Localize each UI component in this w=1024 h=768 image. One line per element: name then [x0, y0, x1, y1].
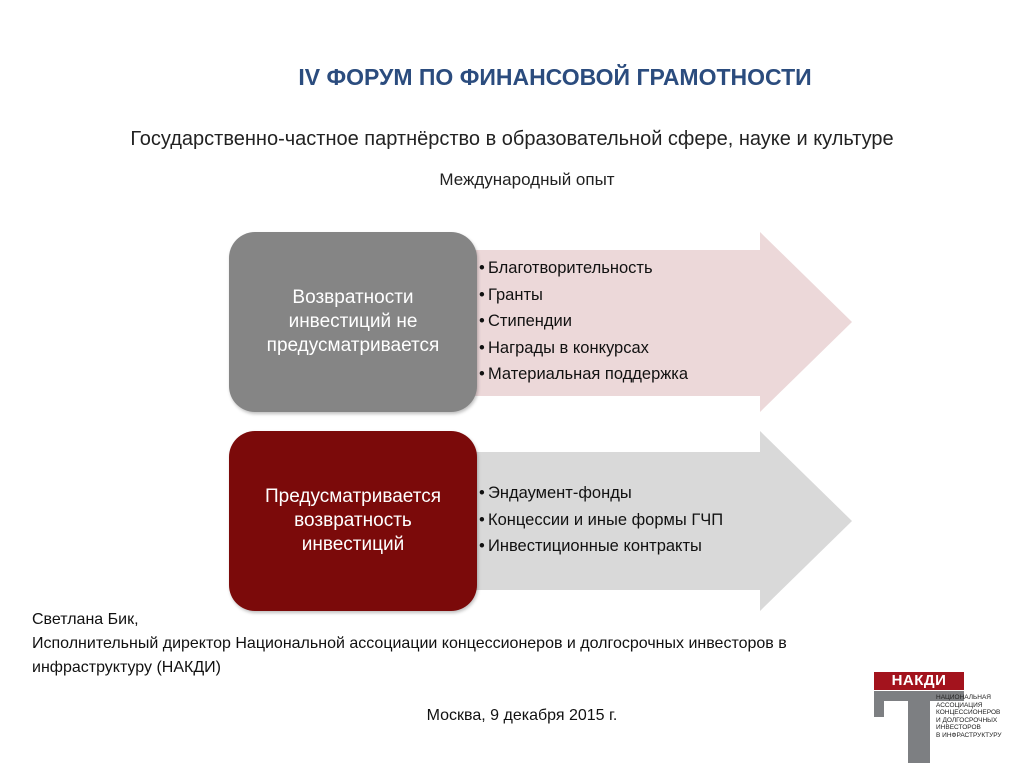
bullet: •: [479, 484, 485, 502]
box-label-line: предусматривается: [266, 335, 440, 356]
list-item-text: Благотворительность: [488, 259, 653, 277]
nakdi-logo: [874, 670, 1014, 765]
box-label-line: Возвратности: [292, 287, 414, 308]
logo-text-line: И ДОЛГОСРОЧНЫХ: [936, 716, 998, 724]
box-label-line: Предусматривается: [264, 486, 441, 507]
place-date: Москва, 9 декабря 2015 г.: [426, 707, 618, 724]
list-item-text: Концессии и иные формы ГЧП: [488, 510, 724, 529]
list-item: [479, 308, 688, 335]
box-label-line: инвестиций: [301, 534, 405, 555]
bullet: •: [479, 338, 485, 357]
logo-name: НАКДИ: [874, 672, 964, 690]
list-item: [479, 255, 688, 282]
bullet: •: [479, 537, 485, 555]
logo-bar-stem: [908, 701, 930, 763]
bullet: •: [479, 365, 485, 383]
list-item: [479, 507, 723, 534]
bullet: •: [479, 312, 485, 330]
slide-subtitle: Государственно-частное партнёрство в образовательной сфере, науке и культуре: [130, 128, 894, 150]
list-item: [479, 480, 723, 507]
return-list: [479, 480, 723, 560]
list-item: [479, 361, 688, 388]
logo-text: [936, 694, 1016, 739]
logo-text-line: НАЦИОНАЛЬНАЯ: [936, 694, 991, 701]
forum-title: IV ФОРУМ ПО ФИНАНСОВОЙ ГРАМОТНОСТИ: [298, 64, 812, 90]
list-item: [479, 282, 688, 309]
list-item-text: Стипендии: [488, 312, 572, 330]
section-title: Международный опыт: [439, 170, 615, 189]
list-item: [479, 533, 723, 560]
list-item: [479, 335, 688, 362]
logo-bar-left: [874, 701, 884, 717]
logo-text-line: АССОЦИАЦИЯ: [936, 701, 983, 709]
box-label-line: инвестиций не: [288, 311, 418, 332]
logo-text-line: КОНЦЕССИОНЕРОВ: [936, 709, 1001, 716]
author-block: [32, 608, 932, 680]
list-item-text: Инвестиционные контракты: [488, 537, 702, 555]
list-item-text: Эндаумент-фонды: [488, 484, 632, 502]
list-item-text: Награды в конкурсах: [488, 338, 649, 357]
author-position: Исполнительный директор Национальной ассоциации концессионеров и долгосрочных инвесторов в: [32, 635, 787, 652]
list-item-text: Гранты: [488, 285, 543, 304]
box-no-return: [229, 232, 477, 412]
list-item-text: Материальная поддержка: [488, 365, 689, 383]
logo-text-line: ИНВЕСТОРОВ: [936, 724, 981, 731]
bullet: •: [479, 285, 485, 304]
box-return: [229, 431, 477, 611]
bullet: •: [479, 259, 485, 277]
box-label-line: возвратность: [294, 510, 412, 531]
logo-text-line: В ИНФРАСТРУКТУРУ: [936, 731, 1002, 739]
no-return-list: [479, 255, 688, 388]
author-position-cont: инфраструктуру (НАКДИ): [32, 659, 221, 676]
bullet: •: [479, 510, 485, 529]
author-name: Светлана Бик,: [32, 611, 139, 628]
